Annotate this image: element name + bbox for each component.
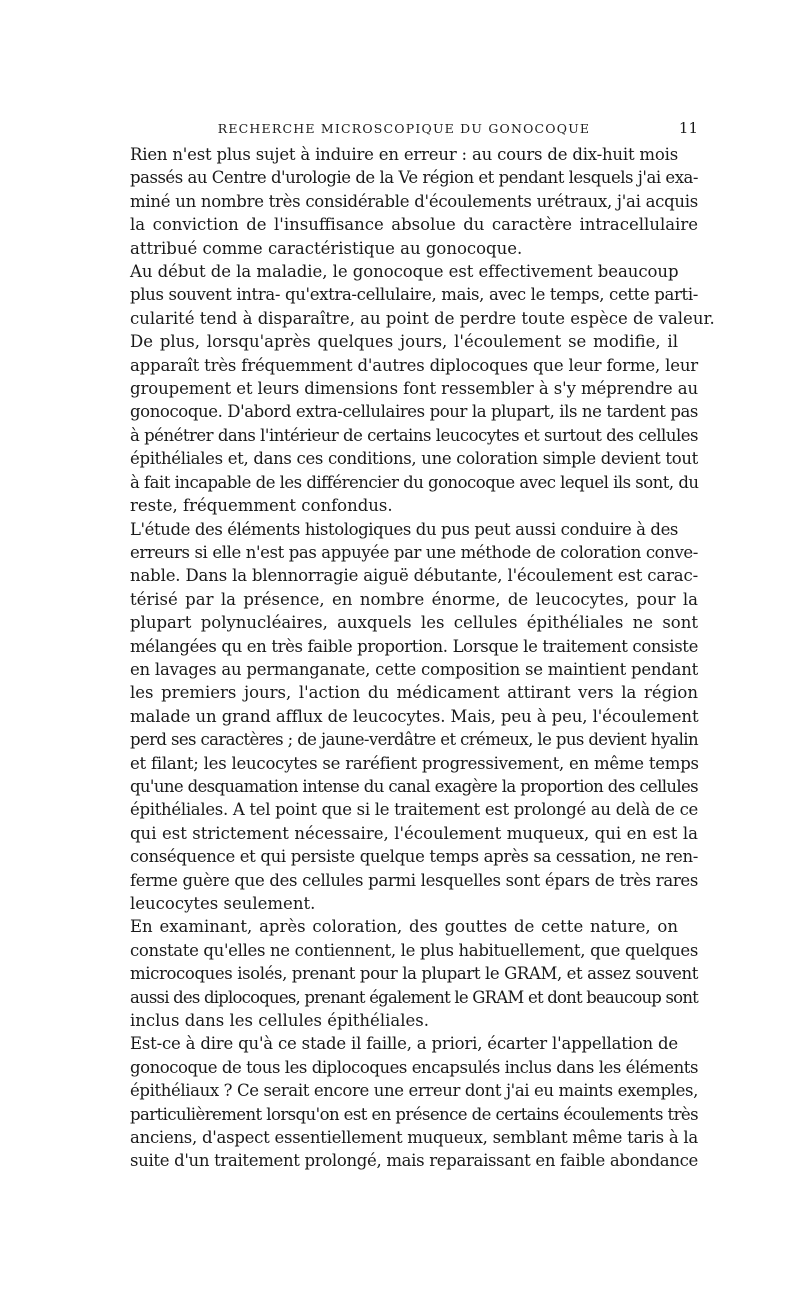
text-line: les premiers jours, l'action du médicament attirant vers la région: [130, 683, 698, 703]
paragraph: [110, 143, 698, 260]
text-line: conséquence et qui persiste quelque temps après sa cessation, ne ren-: [130, 847, 698, 867]
text-line: aussi des diplocoques, prenant également le GRAM et dont beaucoup sont: [130, 987, 698, 1007]
text-line: erreurs si elle n'est pas appuyée par une méthode de coloration conve-: [130, 542, 698, 562]
text-line: anciens, d'aspect essentiellement muqueux, semblant même taris à la: [130, 1128, 699, 1148]
text-line: cularité tend à disparaître, au point de perdre toute espèce de valeur.: [130, 308, 715, 328]
text-line: miné un nombre très considérable d'écoulements urétraux, j'ai acquis: [130, 191, 698, 211]
text-line: Rien n'est plus sujet à induire en erreur : au cours de dix-huit mois: [130, 145, 678, 164]
text-line: à fait incapable de les différencier du gonocoque avec lequel ils sont, du: [130, 472, 699, 492]
text-line: Au début de la maladie, le gonocoque est effectivement beaucoup: [130, 262, 679, 282]
text-line: nable. Dans la blennorragie aiguë débutante, l'écoulement est carac-: [130, 566, 698, 586]
paragraph: [110, 330, 698, 517]
text-line: mélangées qu en très faible proportion. Lorsque le traitement consiste: [130, 636, 698, 656]
text-line: la conviction de l'insuffisance absolue du caractère intracellulaire: [130, 215, 698, 235]
text-line: qui est strictement nécessaire, l'écoulement muqueux, qui en est la: [130, 823, 698, 843]
book-page: [110, 117, 715, 1173]
text-line: inclus dans les cellules épithéliales.: [130, 1011, 429, 1031]
text-line: perd ses caractères ; de jaune-verdâtre et crémeux, le pus devient hyalin: [130, 730, 698, 750]
running-title: RECHERCHE MICROSCOPIQUE DU GONOCOQUE: [217, 121, 591, 136]
body-text: [110, 143, 715, 1173]
text-line: apparaît très fréquemment d'autres diplocoques que leur forme, leur: [130, 355, 698, 375]
text-line: En examinant, après coloration, des gouttes de cette nature, on: [130, 917, 678, 937]
text-line: térisé par la présence, en nombre énorme, de leucocytes, pour la: [130, 589, 698, 609]
text-line: ferme guère que des cellules parmi lesquelles sont épars de très rares: [130, 870, 698, 890]
text-line: groupement et leurs dimensions font ressembler à s'y méprendre au: [130, 379, 698, 399]
text-line: gonocoque de tous les diplocoques encapsulés inclus dans les éléments: [130, 1057, 698, 1077]
text-line: et filant; les leucocytes se raréfient progressivement, en même temps: [130, 753, 699, 773]
text-line: Est-ce à dire qu'à ce stade il faille, a priori, écarter l'appellation de: [130, 1034, 678, 1054]
page-header: [110, 117, 698, 143]
text-line: constate qu'elles ne contiennent, le plus habituellement, que quelques: [130, 940, 699, 960]
text-line: passés au Centre d'urologie de la Ve région et pendant lesquels j'ai exa-: [130, 168, 699, 188]
text-line: gonocoque. D'abord extra-cellulaires pour la plupart, ils ne tardent pas: [130, 402, 698, 422]
text-line: leucocytes seulement.: [130, 894, 316, 913]
text-line: microcoques isolés, prenant pour la plupart le GRAM, et assez souvent: [130, 964, 698, 984]
text-line: De plus, lorsqu'après quelques jours, l'écoulement se modifie, il: [130, 332, 678, 352]
text-line: en lavages au permanganate, cette composition se maintient pendant: [130, 659, 698, 679]
text-line: épithéliales. A tel point que si le traitement est prolongé au delà de ce: [130, 800, 698, 820]
text-line: épithéliaux ? Ce serait encore une erreur dont j'ai eu maints exemples,: [130, 1081, 698, 1101]
text-line: suite d'un traitement prolongé, mais reparaissant en faible abondance: [130, 1151, 698, 1171]
text-line: plupart polynucléaires, auxquels les cellules épithéliales ne sont: [130, 613, 698, 633]
paragraph: [110, 915, 698, 1032]
paragraph: [110, 518, 698, 916]
page-number: 11: [678, 119, 698, 137]
text-line: malade un grand afflux de leucocytes. Mais, peu à peu, l'écoulement: [130, 706, 699, 726]
text-line: L'étude des éléments histologiques du pus peut aussi conduire à des: [130, 519, 678, 539]
text-line: à pénétrer dans l'intérieur de certains leucocytes et surtout des cellules: [130, 425, 698, 445]
text-line: plus souvent intra- qu'extra-cellulaire, mais, avec le temps, cette parti-: [130, 285, 698, 305]
text-line: attribué comme caractéristique au gonocoque.: [130, 238, 523, 258]
paragraph: [110, 1032, 698, 1172]
text-line: particulièrement lorsqu'on est en présence de certains écoulements très: [130, 1104, 698, 1124]
text-line: qu'une desquamation intense du canal exagère la proportion des cellules: [130, 776, 698, 796]
text-line: reste, fréquemment confondus.: [130, 496, 393, 516]
text-line: épithéliales et, dans ces conditions, une coloration simple devient tout: [130, 449, 698, 469]
paragraph: [110, 260, 715, 330]
